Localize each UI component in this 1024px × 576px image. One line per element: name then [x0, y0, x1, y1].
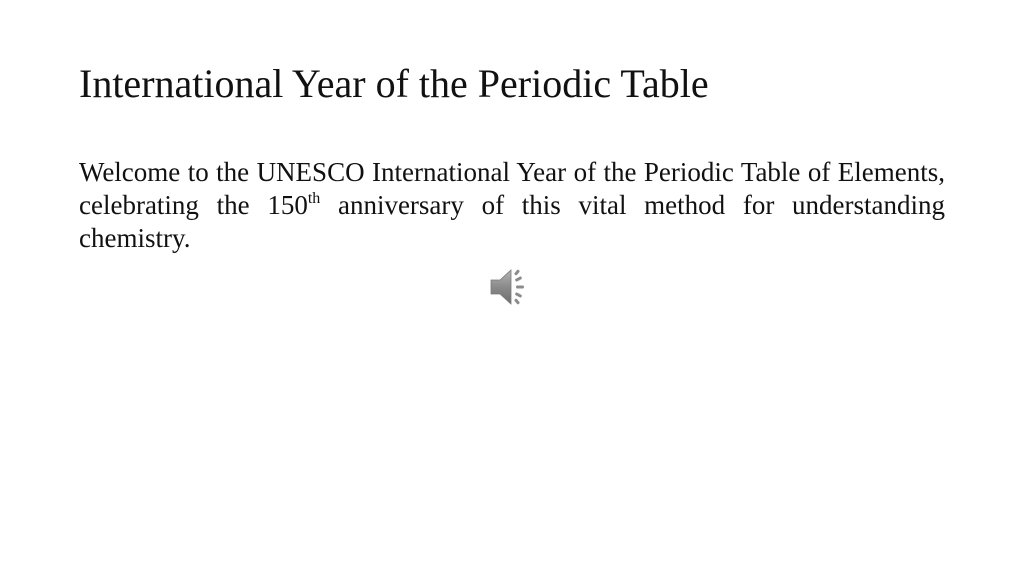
speaker-icon — [489, 267, 533, 307]
slide-title: International Year of the Periodic Table — [79, 61, 709, 106]
ordinal-suffix: th — [307, 190, 321, 207]
slide-body — [79, 156, 945, 255]
audio-play-button[interactable] — [489, 267, 533, 307]
ordinal-number: 150 — [267, 190, 308, 220]
body-text-end: anniversary of this vital method for understanding chemistry. — [79, 190, 945, 253]
body-text-start: Welcome to the UNESCO International Year of the Periodic Table of Elements, celebrating the — [79, 157, 945, 220]
